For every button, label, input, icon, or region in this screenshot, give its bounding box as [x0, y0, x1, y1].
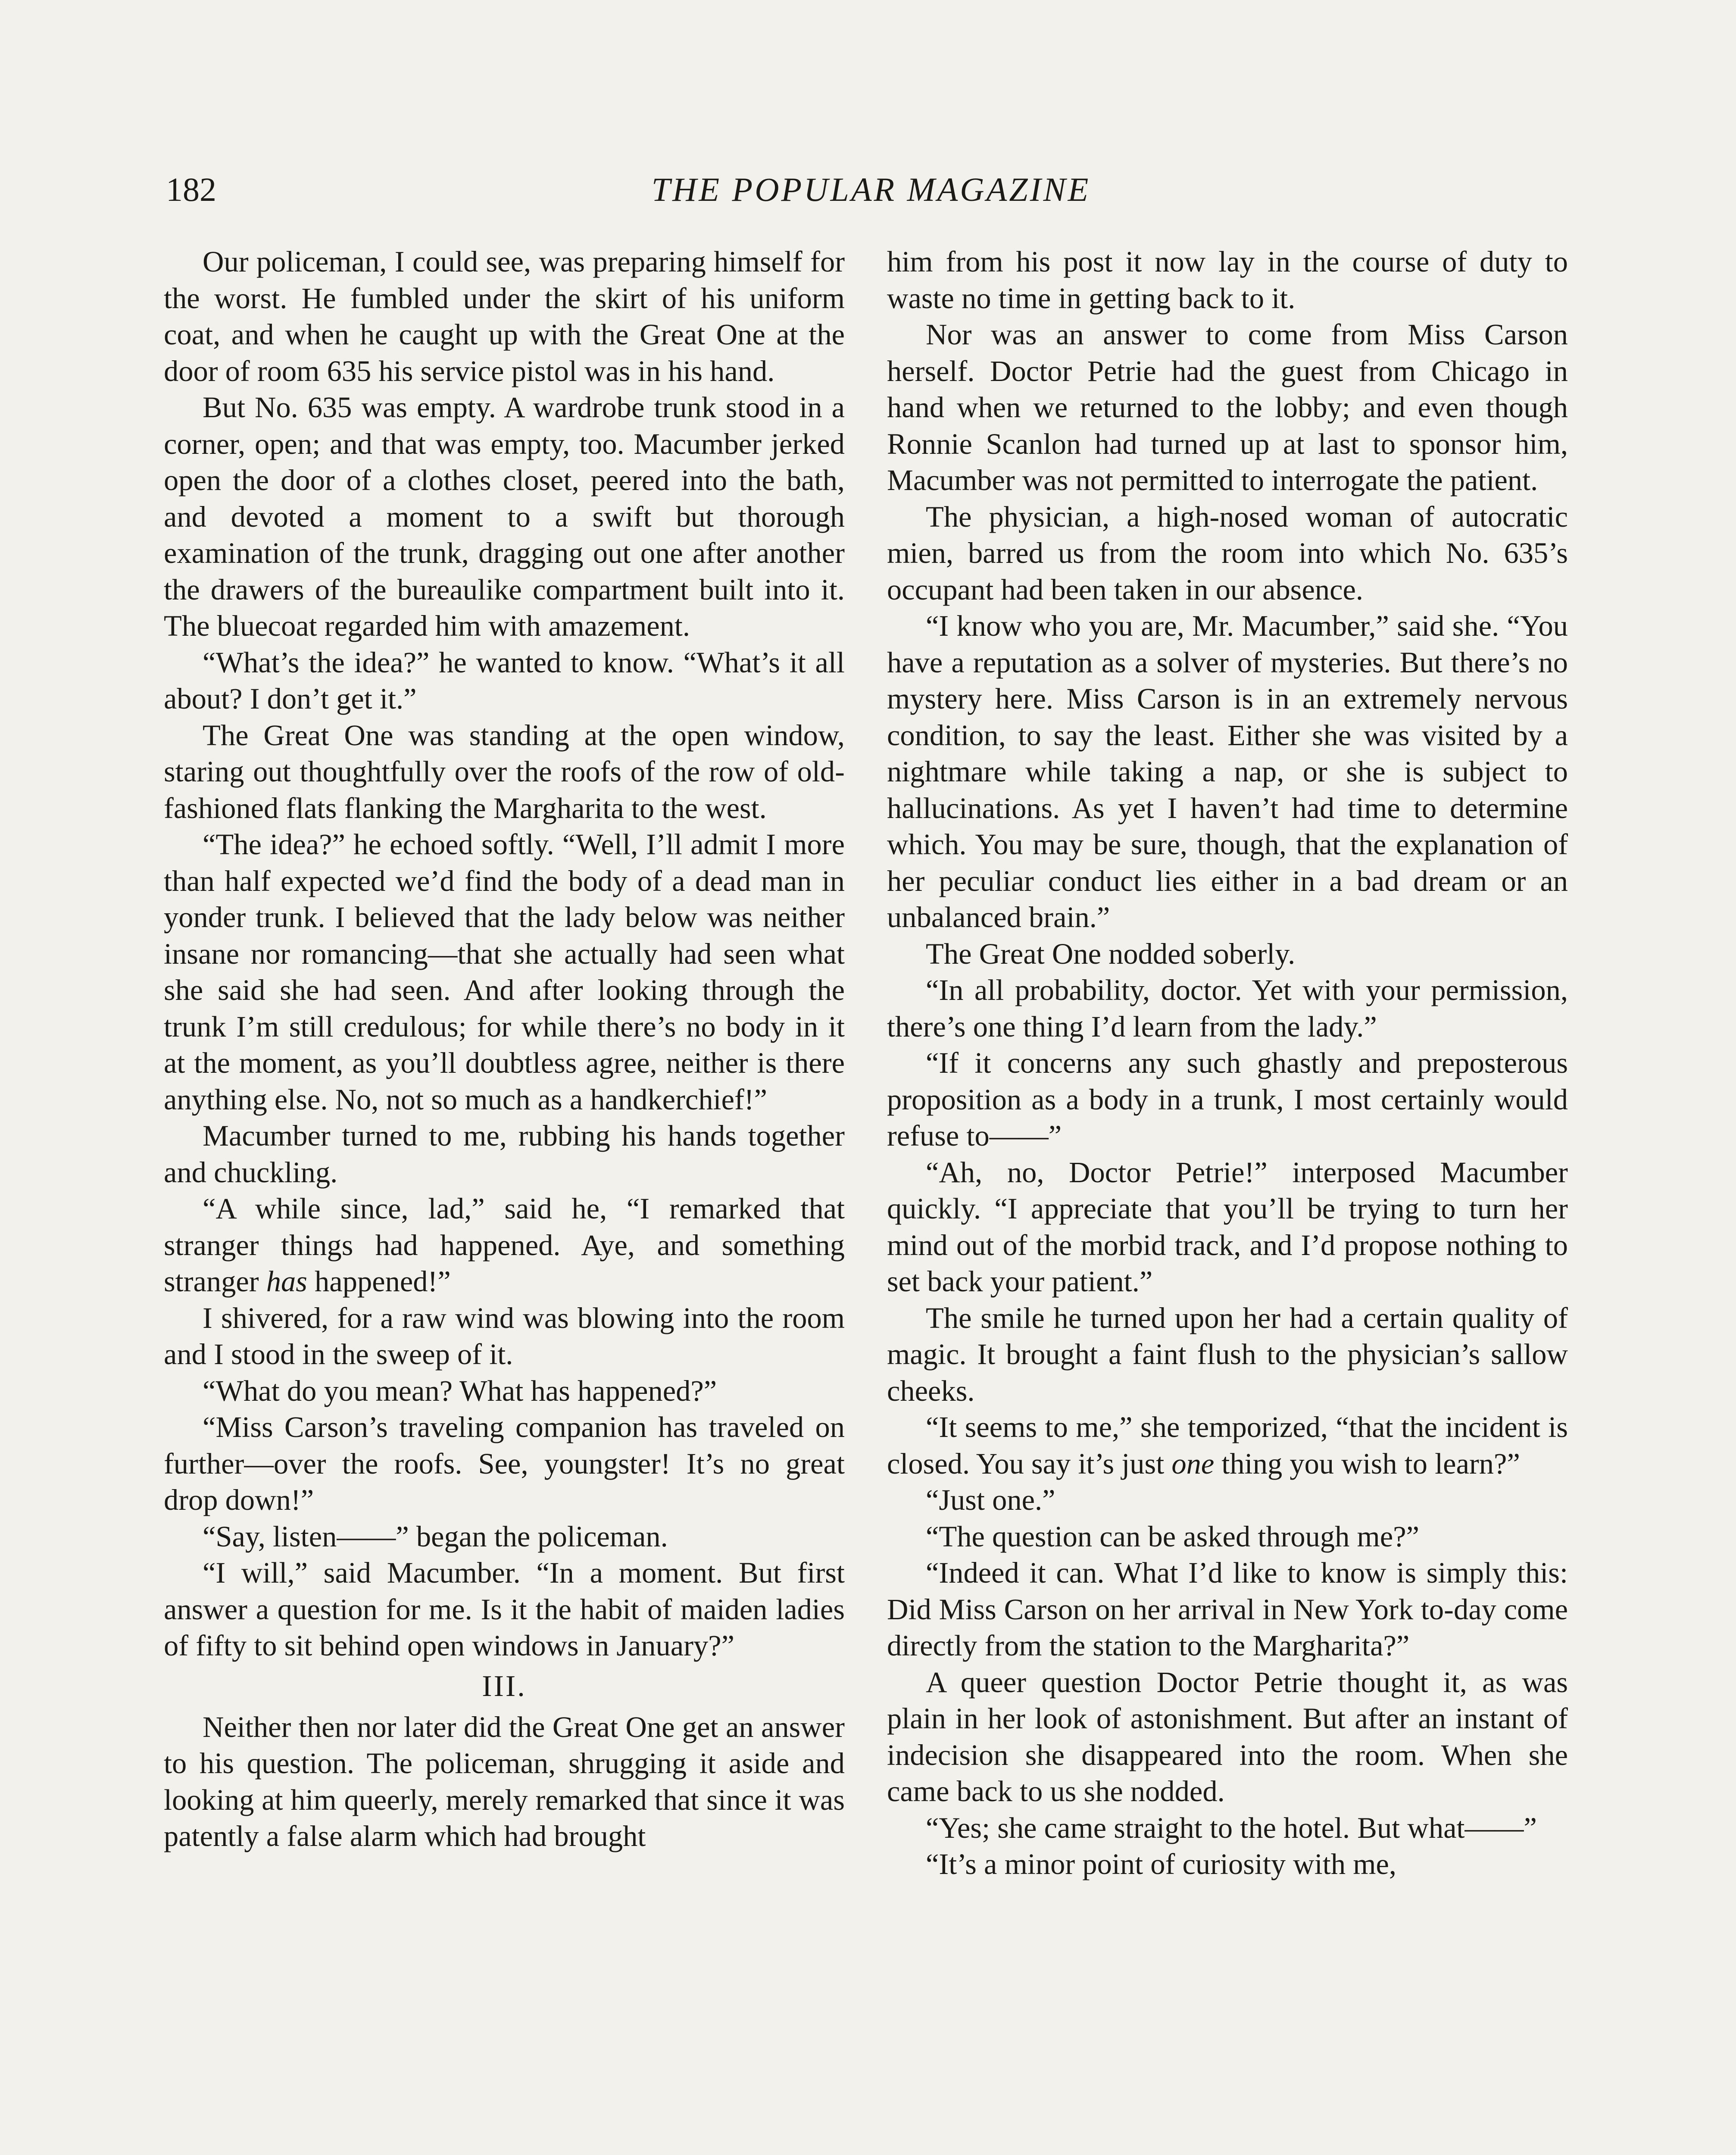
text-run: “It seems to me,” she temporized, “that the incident is closed. You say it’s just	[887, 1411, 1568, 1480]
paragraph: Neither then nor later did the Great One get an answer to his question. The policeman, shrugging it aside and looking at him queerly, merely remarked that since it was patently a false alarm which had brought	[164, 1710, 845, 1852]
paragraph: Nor was an answer to come from Miss Carson herself. Doctor Petrie had the guest from Chicago in hand when we returned to the lobby; and even though Ronnie Scanlon had turned up at last to sponsor him, Macumber was not permitted to interrogate the patient.	[887, 318, 1568, 497]
paragraph: “What do you mean? What has happened?”	[203, 1374, 717, 1407]
paragraph: “I will,” said Macumber. “In a moment. But first answer a question for me. Is it the habit of maiden ladies of fifty to sit behind open windows in January?”	[164, 1556, 845, 1662]
section-heading: III.	[482, 1669, 527, 1703]
running-head: THE POPULAR MAGAZINE	[651, 171, 1091, 208]
paragraph: “Yes; she came straight to the hotel. But what——”	[926, 1811, 1537, 1844]
paragraph: “In all probability, doctor. Yet with your permission, there’s one thing I’d learn from the lady.”	[887, 974, 1568, 1043]
paragraph: “Indeed it can. What I’d like to know is simply this: Did Miss Carson on her arrival in New York to-day come directly from the station to the Margharita?”	[887, 1556, 1568, 1662]
paragraph: Our policeman, I could see, was preparing himself for the worst. He fumbled under the skirt of his uniform coat, and when he caught up with the Great One at the door of room 635 his service pistol was in his hand.	[164, 245, 845, 387]
page-number: 182	[166, 171, 216, 208]
text-run: happened!”	[307, 1265, 451, 1298]
emphasis: one	[1171, 1447, 1215, 1480]
emphasis: has	[266, 1265, 307, 1298]
paragraph: “Just one.”	[926, 1484, 1055, 1516]
paragraph: The smile he turned upon her had a certain quality of magic. It brought a faint flush to the physician’s sallow cheeks.	[887, 1301, 1568, 1407]
paragraph: “If it concerns any such ghastly and preposterous proposition as a body in a trunk, I most certainly would refuse to——”	[887, 1046, 1568, 1152]
paragraph: I shivered, for a raw wind was blowing into the room and I stood in the sweep of it.	[164, 1301, 845, 1371]
paragraph: “I know who you are, Mr. Macumber,” said she. “You have a reputation as a solver of mysteries. But there’s no mystery here. Miss Carson is in an extremely nervous condition, to say the least. Either she was visited by a nightmare while taking a nap, or she is subject to hallucinations. As yet I haven’t had time to determine which. You may be sure, though, that the explanation of her peculiar conduct lies either in a bad dream or an unbalanced brain.”	[887, 609, 1568, 934]
paragraph	[164, 1190, 845, 1300]
right-column	[887, 244, 1568, 1883]
paragraph: But No. 635 was empty. A wardrobe trunk stood in a corner, open; and that was empty, too. Macumber jerked open the door of a clothes closet, peered into the bath, and devoted a moment to a swift but thorough examination of the trunk, dragging out one after another the drawers of the bureaulike compartment built into it. The bluecoat regarded him with amazement.	[164, 391, 845, 642]
paragraph: “Miss Carson’s traveling companion has traveled on further—over the roofs. See, youngster! It’s no great drop down!”	[164, 1411, 845, 1516]
paragraph: The physician, a high-nosed woman of autocratic mien, barred us from the room into which No. 635’s occupant had been taken in our absence.	[887, 500, 1568, 606]
paragraph	[887, 1409, 1568, 1482]
paragraph: The Great One was standing at the open window, staring out thoughtfully over the roofs of the row of old-fashioned flats flanking the Margharita to the west.	[164, 718, 845, 825]
paragraph: “Say, listen——” began the policeman.	[203, 1520, 668, 1553]
paragraph: “Ah, no, Doctor Petrie!” interposed Macumber quickly. “I appreciate that you’ll be trying to turn her mind out of the morbid track, and I’d propose nothing to set back your patient.”	[887, 1156, 1568, 1298]
paragraph: A queer question Doctor Petrie thought it, as was plain in her look of astonishment. But after an instant of indecision she disappeared into the room. When she came back to us she nodded.	[887, 1665, 1568, 1808]
paragraph-continued: him from his post it now lay in the course of duty to waste no time in getting back to it.	[887, 245, 1568, 315]
paragraph: “What’s the idea?” he wanted to know. “What’s it all about? I don’t get it.”	[164, 646, 845, 715]
paragraph: Macumber turned to me, rubbing his hands together and chuckling.	[164, 1119, 845, 1189]
paragraph: “The question can be asked through me?”	[926, 1520, 1420, 1553]
text-run: “A while since, lad,” said he, “I remarked that stranger things had happened. Aye, and something stranger	[164, 1192, 845, 1298]
page-header	[166, 166, 1576, 213]
paragraph: “It’s a minor point of curiosity with me,	[926, 1848, 1397, 1880]
left-column	[164, 244, 845, 1855]
paragraph: “The idea?” he echoed softly. “Well, I’ll admit I more than half expected we’d find the body of a dead man in yonder trunk. I believed that the lady below was neither insane nor romancing—that she actually had seen what she said she had seen. And after looking through the trunk I’m still credulous; for while there’s no body in it at the moment, as you’ll doubtless agree, neither is there anything else. No, not so much as a handkerchief!”	[164, 828, 845, 1116]
text-run: thing you wish to learn?”	[1214, 1447, 1520, 1480]
paragraph: The Great One nodded soberly.	[926, 937, 1296, 970]
